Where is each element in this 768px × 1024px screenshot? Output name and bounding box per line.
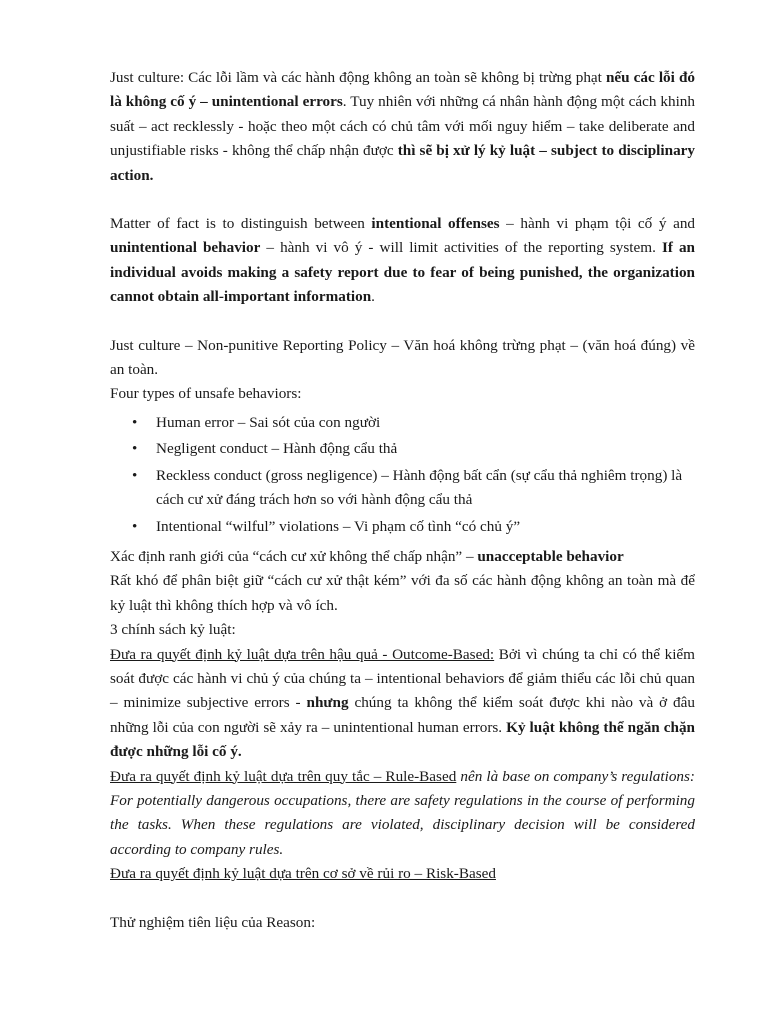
bold-run: intentional offenses <box>371 215 500 233</box>
list-item-text: Reckless conduct (gross negligence) – Hành động bất cẩn (sự cẩu thả nghiêm trọng) là cách cư xử đáng trách hơn so với hành động cẩu thả <box>156 466 683 509</box>
policies-heading: 3 chính sách kỷ luật: <box>110 621 236 639</box>
text-run: . Tuy nhiên với những cá nhân hành động một cách khinh suất – act recklessly - hoặc theo một cách có chủ tâm với mối nguy hiểm – take deliberate and unjustifiable risks - không thể chấp nhận được <box>110 93 695 160</box>
paragraph-gap <box>110 310 695 334</box>
italic-run: nên là base on company’s regulations: For potentially dangerous occupations, there are safety regulations in the course of performing the tasks. When these regulations are violated, disciplinary decision will be considered according to company rules. <box>110 767 695 858</box>
list-item <box>110 464 695 513</box>
bullet-icon: • <box>132 440 138 458</box>
bold-run: thì sẽ bị xử lý kỷ luật – subject to disciplinary action. <box>110 142 695 184</box>
unsafe-behaviors-list <box>110 411 695 539</box>
bullet-icon: • <box>132 517 138 535</box>
text-run: – hành vi phạm tội cố ý and <box>499 215 696 233</box>
four-types-heading: Four types of unsafe behaviors: <box>110 385 302 403</box>
risk-based-paragraph <box>110 862 695 886</box>
reason-test-line: Thử nghiệm tiên liệu của Reason: <box>110 913 316 931</box>
list-item-text: Intentional “wilful” violations – Vi phạm cố tình “có chủ ý” <box>156 517 521 535</box>
text-run: Bởi vì chúng ta chỉ có thể kiểm soát được các hành vi chủ ý của chúng ta – intentional behaviors để giảm thiểu các lỗi chủ quan – minimize subjective errors - <box>110 645 695 712</box>
difficult-paragraph: Rất khó để phân biệt giữ “cách cư xử thật kém” với đa số các hành động không an toàn mà để kỷ luật thì không thích hợp và vô ích. <box>110 572 695 614</box>
matter-of-fact-paragraph <box>110 212 695 310</box>
underlined-run: Đưa ra quyết định kỷ luật dựa trên quy tắc – Rule-Based <box>110 767 457 785</box>
non-punitive-paragraph: Just culture – Non-punitive Reporting Policy – Văn hoá không trừng phạt – (văn hoá đúng) về an toàn. <box>110 336 695 379</box>
bullet-icon: • <box>132 466 138 484</box>
text-run: – hành vi vô ý - will limit activities of the reporting system. <box>260 239 662 257</box>
text-run: Matter of fact is to distinguish between <box>110 215 372 233</box>
paragraph-gap <box>110 887 695 911</box>
list-item <box>110 411 695 435</box>
just-culture-paragraph <box>110 66 695 188</box>
document-body <box>110 66 695 935</box>
bold-run: unacceptable behavior <box>477 547 624 565</box>
text-run: Just culture: Các lỗi lầm và các hành động không an toàn sẽ không bị trừng phạt <box>110 69 606 86</box>
list-item <box>110 515 695 539</box>
text-run: Xác định ranh giới của “cách cư xử không thể chấp nhận” – <box>110 547 478 565</box>
bullet-icon: • <box>132 413 138 431</box>
outcome-based-paragraph <box>110 643 695 765</box>
list-item <box>110 437 695 461</box>
bold-run: nếu các lỗi đó là không cố ý – unintentional errors <box>110 69 695 111</box>
underlined-run: Đưa ra quyết định kỷ luật dựa trên cơ sở về rủi ro – Risk-Based <box>110 865 496 883</box>
bold-run: nhưng <box>306 694 349 712</box>
text-run: chúng ta không thể kiểm soát được khi nào và ở đâu những lỗi của con người sẽ xảy ra – unintentional human errors. <box>110 694 695 736</box>
list-item-text: Negligent conduct – Hành động cẩu thả <box>156 440 398 458</box>
paragraph-gap <box>110 188 695 212</box>
text-run: . <box>371 288 375 306</box>
list-item-text: Human error – Sai sót của con người <box>156 413 381 431</box>
bold-run: unintentional behavior <box>110 239 261 257</box>
bold-run: If an individual avoids making a safety report due to fear of being punished, the organization cannot obtain all-important information <box>110 239 696 306</box>
bold-run: Kỷ luật không thể ngăn chặn được những lỗi cố ý. <box>110 718 695 761</box>
underlined-run: Đưa ra quyết định kỷ luật dựa trên hậu quả - Outcome-Based: <box>110 645 495 663</box>
rule-based-paragraph <box>110 765 695 863</box>
boundary-line <box>110 545 695 569</box>
